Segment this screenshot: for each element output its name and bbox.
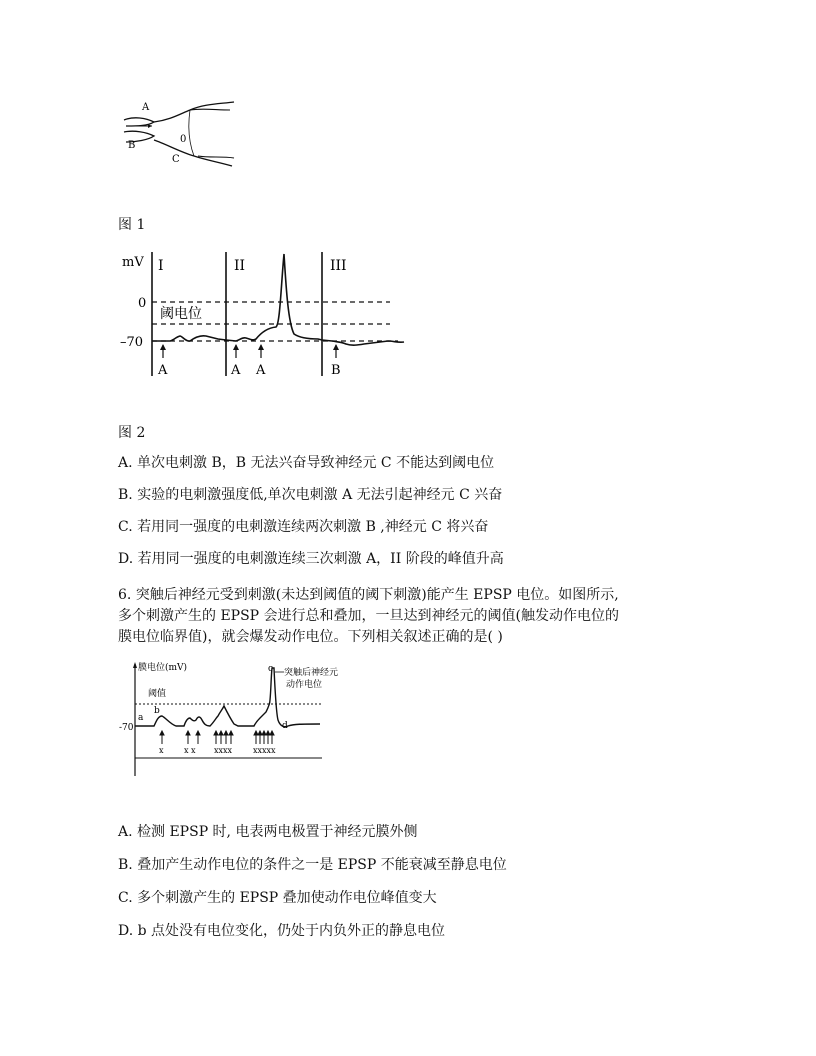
figure2-caption: 图 2 (118, 425, 146, 441)
stim-label-2: A (231, 363, 241, 378)
label-zero: 0 (180, 134, 187, 145)
q6-stem-line-3: 膜电位临界值)，就会爆发动作电位。下列相关叙述正确的是( ) (118, 629, 503, 645)
q6-stem-line-2: 多个刺激产生的 EPSP 会进行总和叠加，一旦达到神经元的阈值(触发动作电位的 (118, 608, 620, 624)
neuron-c-outline (154, 102, 234, 122)
tick-minus-70: -70 (119, 723, 134, 733)
label-b: B (128, 140, 136, 151)
figure3-chart (118, 660, 358, 782)
neuron-c-outline-5 (189, 110, 194, 156)
figure1-caption: 图 1 (118, 217, 146, 233)
q5-option-a: A. 单次电刺激 B，B 无法兴奋导致神经元 C 不能达到阈电位 (118, 455, 495, 471)
stim-arrow-2 (233, 344, 239, 358)
point-b: b (154, 706, 160, 716)
figure1-diagram (118, 96, 248, 176)
stim-arrow-1 (160, 344, 166, 358)
stim-group-4: xxxxx (253, 746, 276, 755)
neuron-c-outline-2 (190, 109, 230, 110)
stim-arrow-4 (333, 344, 339, 358)
y-unit: mV (122, 255, 144, 270)
q5-option-d: D. 若用同一强度的电刺激连续三次刺激 A，II 阶段的峰值升高 (118, 551, 504, 567)
neuron-c-outline-4 (198, 156, 234, 158)
tick-zero: 0 (138, 296, 147, 311)
point-d: d (282, 721, 288, 731)
q6-option-a: A. 检测 EPSP 时, 电表两电极置于神经元膜外侧 (118, 824, 418, 840)
q6-option-c: C. 多个刺激产生的 EPSP 叠加使动作电位峰值变大 (118, 890, 437, 906)
q5-option-c: C. 若用同一强度的电刺激连续两次刺激 B ,神经元 C 将兴奋 (118, 519, 489, 535)
annotation-line1: 突触后神经元 (284, 668, 339, 678)
threshold-label: 阈电位 (160, 306, 202, 322)
q6-stem-line-1: 6. 突触后神经元受到刺激(未达到阈值的阈下刺激)能产生 EPSP 电位。如图所示, (118, 587, 619, 603)
q5-option-b: B. 实验的电刺激强度低,单次电刺激 A 无法引起神经元 C 兴奋 (118, 487, 503, 503)
stim-group-1: x (159, 746, 164, 755)
potential-trace (152, 254, 404, 345)
stim-group-3: xxxx (214, 746, 233, 755)
stim-group-2: x x (184, 746, 196, 755)
threshold-label: 阈值 (148, 689, 167, 699)
q6-option-b: B. 叠加产生动作电位的条件之一是 EPSP 不能衰减至静息电位 (118, 857, 507, 873)
tick-minus-70: –70 (120, 335, 144, 350)
y-label: 膜电位(mV) (138, 663, 188, 673)
label-c: C (172, 154, 180, 165)
stim-label-1: A (158, 363, 168, 378)
label-a: A (142, 102, 150, 113)
figure2-chart (118, 246, 418, 381)
q6-option-d: D. b 点处没有电位变化，仍处于内负外正的静息电位 (118, 923, 446, 939)
point-c: c (268, 664, 274, 674)
stage-3: III (330, 258, 347, 274)
stage-1: I (158, 258, 164, 274)
stage-2: II (234, 258, 246, 274)
stim-arrow-3 (258, 344, 264, 358)
point-a: a (138, 713, 144, 723)
annotation-line2: 动作电位 (286, 680, 323, 690)
stim-arrows (160, 731, 274, 744)
stim-label-4: B (331, 363, 341, 378)
stim-label-3: A (256, 363, 266, 378)
